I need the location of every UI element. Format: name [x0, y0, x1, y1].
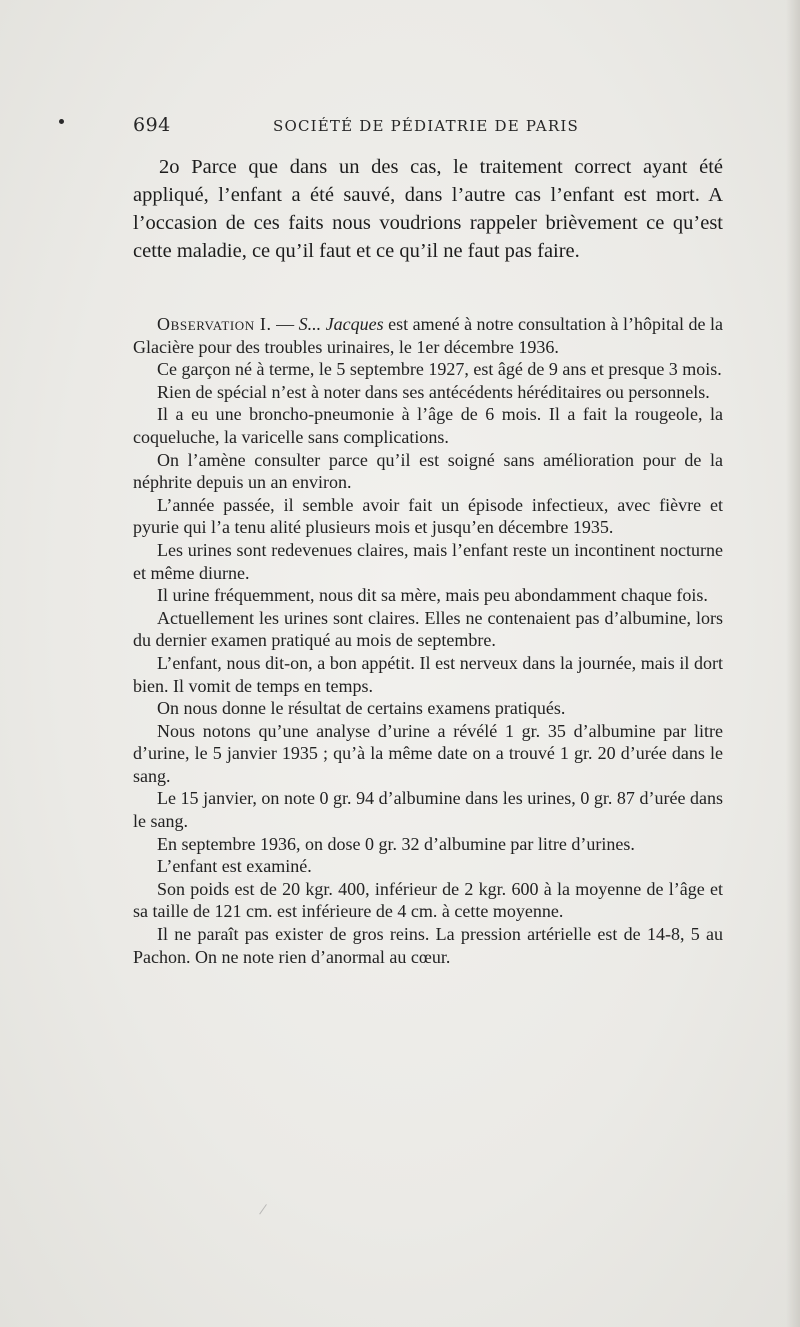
observation-dash: — — [271, 314, 299, 334]
observation-paragraph: L’enfant, nous dit-on, a bon appétit. Il est nerveux dans la journée, mais il dort bien. Il vomit de temps en temps. — [133, 652, 723, 696]
observation-label: Observation I. — [157, 314, 272, 334]
observation-paragraph: Il ne paraît pas exister de gros reins. La pression artérielle est de 14-8, 5 au Pachon. On ne note rien d’anormal au cœur. — [133, 924, 723, 967]
observation-paragraph: L’année passée, il semble avoir fait un épisode infectieux, avec fièvre et pyurie qui l’a tenu alité plusieurs mois et jusqu’en décembre 1935. — [133, 494, 723, 538]
observation-first-paragraph — [133, 313, 723, 358]
observation-paragraph: On l’amène consulter parce qu’il est soigné sans amélioration pour de la néphrite depuis un an environ. — [133, 449, 723, 493]
page-header — [133, 114, 721, 138]
observation-paragraph: Les urines sont redevenues claires, mais l’enfant reste un incontinent nocturne et même diurne. — [133, 539, 723, 583]
margin-dot — [59, 119, 64, 124]
observation-paragraph: Il a eu une broncho-pneumonie à l’âge de 6 mois. Il a fait la rougeole, la coqueluche, la varicelle sans complications. — [133, 404, 723, 447]
page-number: 694 — [133, 114, 171, 136]
patient-name: Jacques — [325, 314, 384, 334]
gutter-shadow — [786, 0, 800, 1327]
intro-paragraph: 2o Parce que dans un des cas, le traitement correct ayant été appliqué, l’enfant a été sauvé, dans l’autre cas l’enfant est mort. A l’occasion de ces faits nous voudrions rappeler brièvement ce qu’est cette maladie, ce qu’il faut et ce qu’il ne faut pas faire. — [133, 156, 723, 262]
observation-paragraph: Rien de spécial n’est à noter dans ses antécédents héréditaires ou personnels. — [157, 381, 710, 402]
observation-paragraph: En septembre 1936, on dose 0 gr. 32 d’albumine par litre d’urines. — [157, 833, 635, 854]
observation-paragraph: Nous notons qu’une analyse d’urine a révélé 1 gr. 35 d’albumine par litre d’urine, le 5 janvier 1935 ; qu’à la même date on a trouvé 1 gr. 20 d’urée dans le sang. — [133, 720, 723, 786]
intro-text — [133, 153, 723, 265]
observation-paragraph: Il urine fréquemment, nous dit sa mère, mais peu abondamment chaque fois. — [157, 585, 708, 606]
observation-section — [133, 313, 723, 968]
patient-initial: S... — [298, 314, 326, 334]
paper-speck — [259, 1204, 272, 1218]
observation-first-rest: est amené à notre consultation à l’hôpital de la Glacière pour des troubles urinaires, le 1er décembre 1936. — [133, 314, 724, 357]
observation-paragraph: On nous donne le résultat de certains examens pratiqués. — [157, 698, 566, 719]
observation-paragraph: Le 15 janvier, on note 0 gr. 94 d’albumine dans les urines, 0 gr. 87 d’urée dans le sang. — [133, 788, 723, 832]
observation-paragraph: Son poids est de 20 kgr. 400, inférieur de 2 kgr. 600 à la moyenne de l’âge et sa taille de 121 cm. est inférieure de 4 cm. à cette moyenne. — [133, 878, 723, 922]
observation-paragraph: Ce garçon né à terme, le 5 septembre 1927, est âgé de 9 ans et presque 3 mois. — [157, 359, 722, 380]
observation-paragraph: Actuellement les urines sont claires. Elles ne contenaient pas d’albumine, lors du dernier examen pratiqué au mois de septembre. — [133, 607, 723, 651]
observation-paragraph: L’enfant est examiné. — [157, 856, 312, 877]
running-title: SOCIÉTÉ DE PÉDIATRIE DE PARIS — [273, 117, 579, 135]
